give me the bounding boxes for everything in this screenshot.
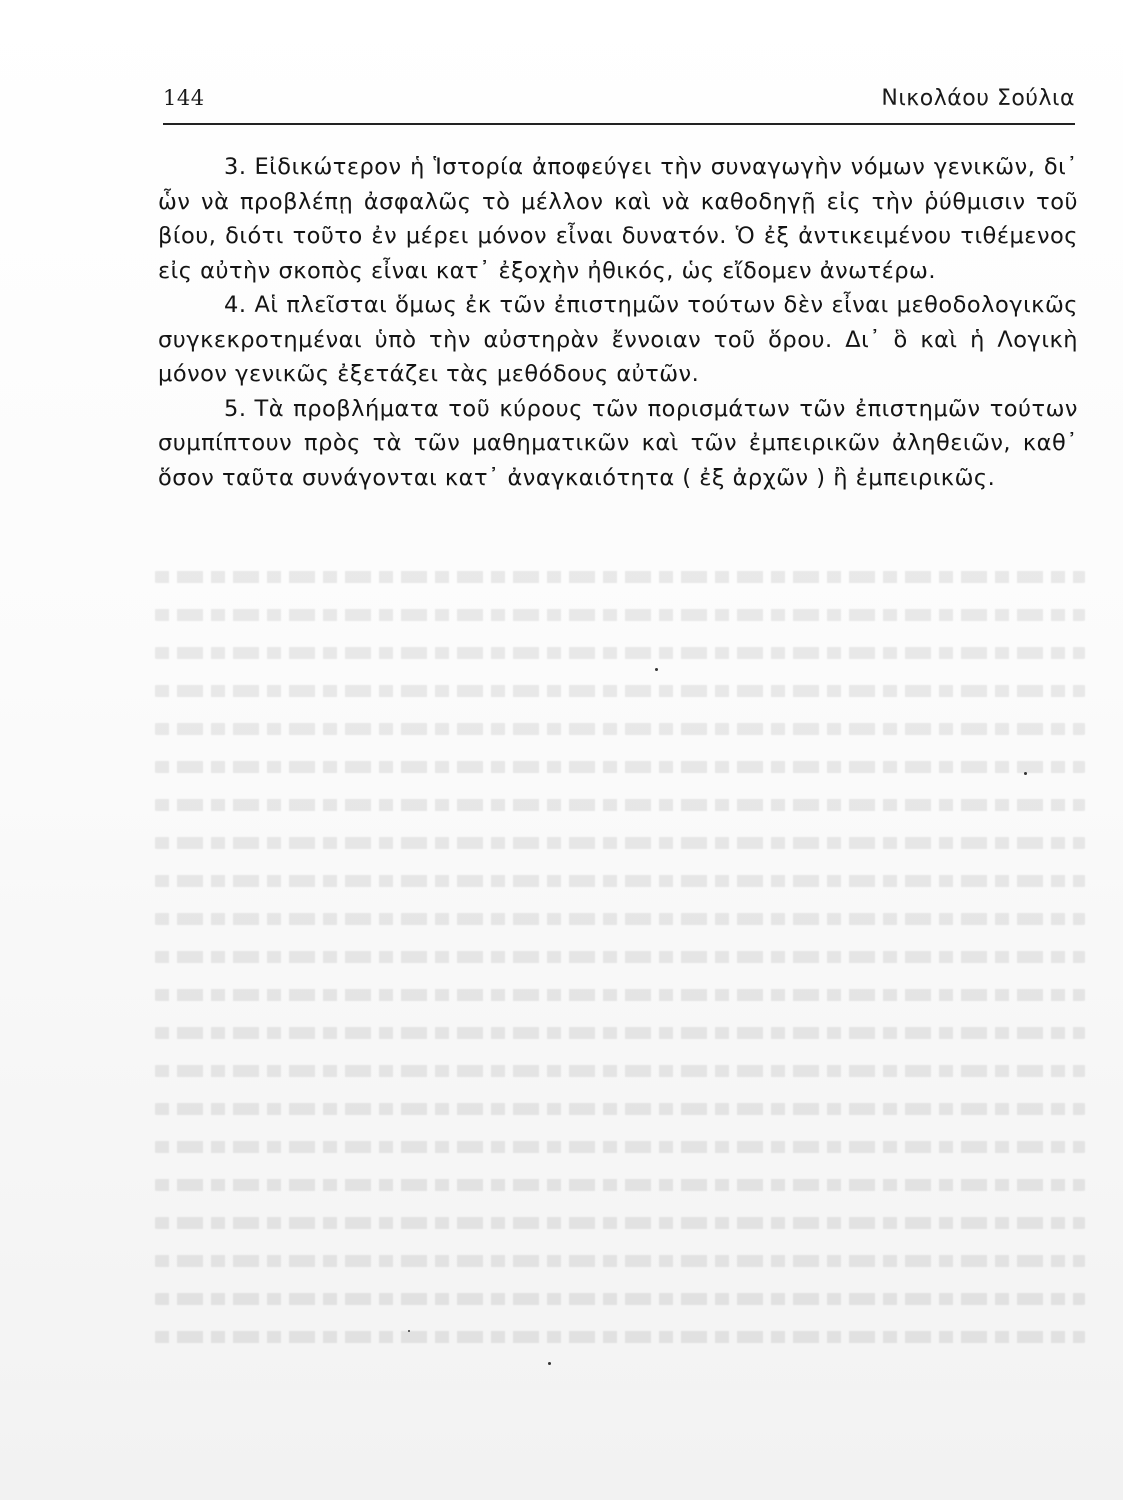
paragraph-3 bbox=[158, 150, 1078, 288]
paragraph-text: Εἰδικώτερον ἡ Ἱστορία ἀποφεύγει τὴν συναγωγὴν νόμων γενικῶν, δι᾽ ὧν νὰ προβλέπῃ ἀσφαλῶς τὸ μέλλον καὶ νὰ καθοδηγῇ εἰς τὴν ῥύθμισιν τοῦ βίου, διότι τοῦτο ἐν μέρει μόνον εἶναι δυνατόν. Ὁ ἐξ ἀντικειμένου τιθέμενος εἰς αὐτὴν σκοπὸς εἶναι κατ᾽ ἐξοχὴν ἠθικός, ὡς εἴδομεν ἀνωτέρω. bbox=[158, 154, 1078, 284]
scan-speck bbox=[655, 668, 658, 671]
body-text bbox=[158, 150, 1078, 495]
reverse-side-bleed-through bbox=[155, 560, 1085, 1380]
scan-speck bbox=[408, 1330, 410, 1332]
page-number: 144 bbox=[163, 86, 205, 110]
scan-speck bbox=[548, 1362, 551, 1365]
running-head-author: Νικολάου Σούλια bbox=[881, 86, 1075, 111]
paragraph-4 bbox=[158, 288, 1078, 392]
paragraph-text: Αἱ πλεῖσται ὅμως ἐκ τῶν ἐπιστημῶν τούτων δὲν εἶναι μεθοδολογικῶς συγκεκροτημέναι ὑπὸ τὴν αὐστηρὰν ἔννοιαν τοῦ ὅρου. Δι᾽ ὃ καὶ ἡ Λογικὴ μόνον γενικῶς ἐξετάζει τὰς μεθόδους αὐτῶν. bbox=[158, 292, 1078, 387]
page-header bbox=[163, 80, 1075, 120]
paragraph-5 bbox=[158, 392, 1078, 496]
scan-speck bbox=[1024, 772, 1027, 775]
paragraph-number: 5. bbox=[224, 395, 247, 422]
paragraph-number: 3. bbox=[224, 154, 247, 180]
paragraph-text: Τὰ προβλήματα τοῦ κύρους τῶν πορισμάτων τῶν ἐπιστημῶν τούτων συμπίπτουν πρὸς τὰ τῶν μαθηματικῶν καὶ τῶν ἐμπειρικῶν ἀληθειῶν, καθ᾽ ὅσον ταῦτα συνάγονται κατ᾽ ἀναγκαιότητα ( ἐξ ἀρχῶν ) ἢ ἐμπειρικῶς. bbox=[158, 395, 1078, 491]
header-rule bbox=[163, 123, 1075, 125]
paragraph-number: 4. bbox=[224, 292, 247, 318]
